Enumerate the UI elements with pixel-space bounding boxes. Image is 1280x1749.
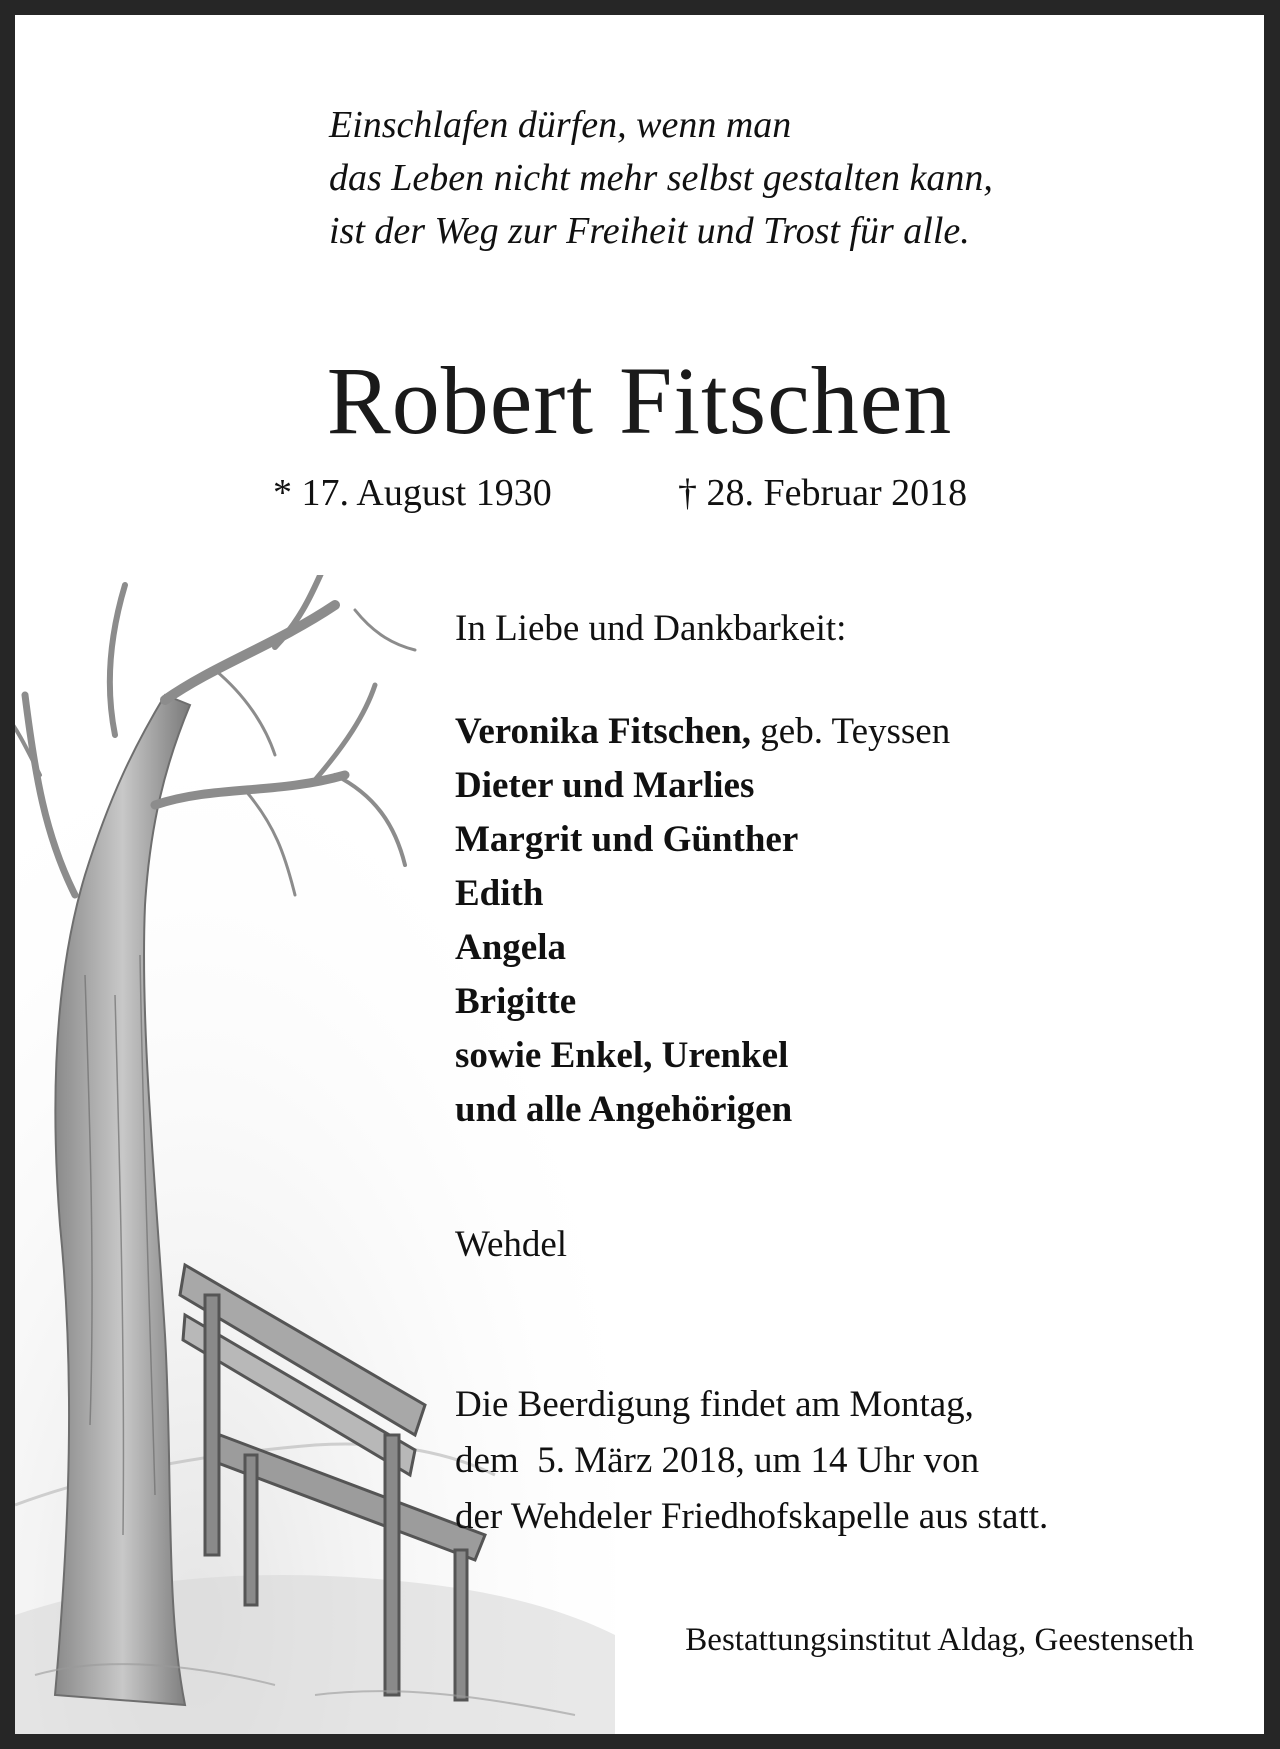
list-item: Margrit und Günther <box>455 819 799 860</box>
deceased-name: Robert Fitschen <box>326 347 953 454</box>
quote-line: ist der Weg zur Freiheit und Trost für alle. <box>329 210 970 252</box>
obituary-notice <box>15 15 1264 1734</box>
list-item: sowie Enkel, Urenkel <box>455 1035 789 1076</box>
undertaker-credit: Bestattungsinstitut Aldag, Geestenseth <box>685 1622 1194 1658</box>
funeral-line: dem 5. März 2018, um 14 Uhr von <box>455 1440 980 1481</box>
list-item: Dieter und Marlies <box>455 765 755 806</box>
funeral-info <box>455 1377 1048 1545</box>
place-name: Wehdel <box>455 1224 568 1265</box>
list-item: Angela <box>455 927 566 968</box>
mourners-list <box>455 705 950 1137</box>
death-date: † 28. Februar 2018 <box>678 472 968 514</box>
maiden-name: geb. Teyssen <box>751 711 951 752</box>
epitaph-quote <box>329 99 993 258</box>
birth-date: * 17. August 1930 <box>273 472 552 514</box>
list-item: und alle Angehörigen <box>455 1089 793 1130</box>
funeral-line: Die Beerdigung findet am Montag, <box>455 1384 974 1425</box>
funeral-line: der Wehdeler Friedhofskapelle aus statt. <box>455 1496 1049 1537</box>
list-item: Brigitte <box>455 981 577 1022</box>
list-item <box>455 705 950 759</box>
quote-line: das Leben nicht mehr selbst gestalten kann, <box>329 157 993 199</box>
mourners-intro: In Liebe und Dankbarkeit: <box>455 608 847 649</box>
quote-line: Einschlafen dürfen, wenn man <box>329 104 792 146</box>
mourner-name: Veronika Fitschen, <box>455 711 752 752</box>
list-item: Edith <box>455 873 544 914</box>
